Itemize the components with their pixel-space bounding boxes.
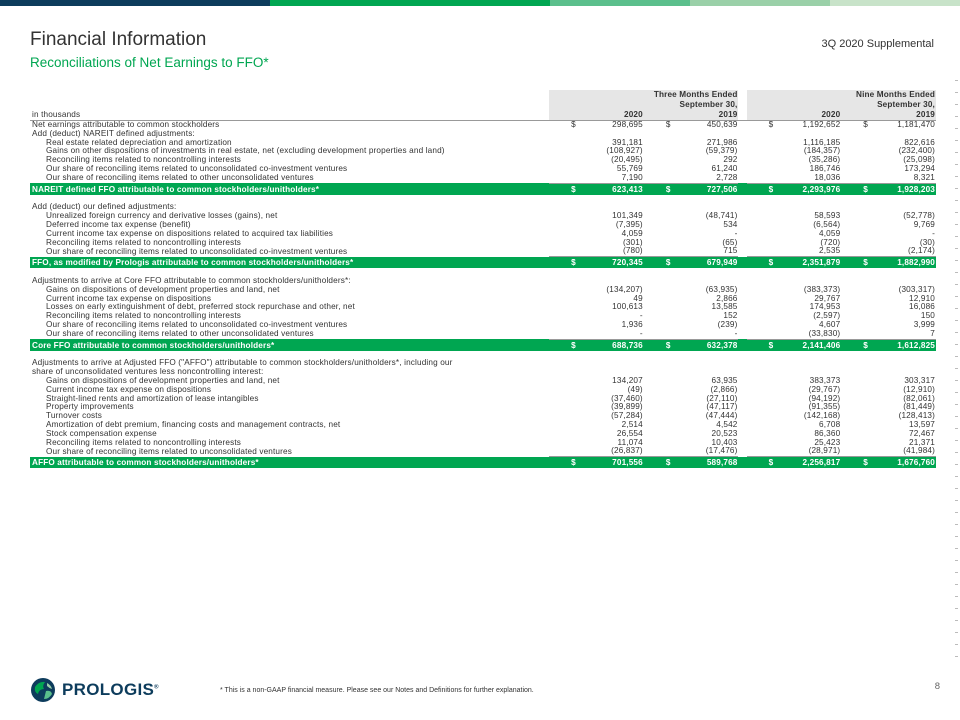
- row-label: Our share of reconciling items related to unconsolidated co-investment ventures: [46, 319, 348, 329]
- row-value: (91,355): [808, 402, 841, 412]
- currency-symbol: $: [549, 457, 573, 469]
- header-row-period: [30, 90, 936, 100]
- row-label: AFFO attributable to common stockholders/unitholders*: [30, 457, 549, 469]
- row-value: (57,284): [611, 411, 643, 421]
- row-value: 1,676,760: [866, 457, 936, 469]
- currency-symbol: $: [665, 120, 671, 129]
- row-value: 186,746: [809, 163, 841, 173]
- row-label: Stock compensation expense: [46, 428, 157, 438]
- row-value: 4,542: [716, 419, 738, 429]
- row-label: Add (deduct) our defined adjustments:: [32, 202, 177, 212]
- row-label: NAREIT defined FFO attributable to common stockholders/unitholders*: [30, 183, 549, 195]
- row-label: Gains on other dispositions of investments in real estate, net (excluding development properties and land): [46, 146, 445, 156]
- row-label: Deferred income tax expense (benefit): [46, 219, 191, 229]
- row-value: 292: [723, 155, 738, 165]
- header-row-years: [30, 110, 936, 121]
- row-value: 271,986: [706, 137, 738, 147]
- row-value: (184,357): [803, 146, 841, 156]
- footnote: * This is a non-GAAP financial measure. Please see our Notes and Definitions for further explanation.: [220, 687, 534, 694]
- currency-symbol: $: [841, 339, 865, 351]
- row-value: 16,086: [909, 302, 935, 312]
- prologis-globe-icon: [30, 677, 56, 703]
- row-value: 450,639: [706, 120, 738, 129]
- row-value: 632,378: [668, 339, 738, 351]
- row-value: 29,767: [814, 293, 841, 303]
- row-value: (301): [622, 237, 643, 247]
- row-label: Adjustments to arrive at Adjusted FFO ("AFFO") attributable to common stockholders/unitholders*, including our: [32, 358, 453, 368]
- row-value: (28,971): [771, 447, 841, 456]
- row-value: [866, 359, 936, 368]
- row-value: (65): [722, 237, 738, 247]
- row-value: 2,293,976: [771, 183, 841, 195]
- page-number: 8: [934, 681, 940, 692]
- row-value: (383,373): [803, 284, 841, 294]
- row-label: Turnover costs: [46, 411, 102, 421]
- row-value: 72,467: [909, 428, 935, 438]
- row-value: 7: [866, 330, 936, 339]
- header-nine-months: Nine Months Ended: [771, 90, 936, 100]
- row-value: -: [734, 228, 738, 238]
- row-value: [574, 359, 644, 368]
- row-value: 152: [723, 311, 738, 321]
- row-value: (232,400): [898, 146, 935, 156]
- table-row: [30, 421, 936, 430]
- row-label: FFO, as modified by Prologis attributable to common stockholders/unitholders*: [30, 257, 549, 269]
- row-value: 2,141,406: [771, 339, 841, 351]
- row-value: 1,181,470: [897, 120, 935, 129]
- table-row: [30, 447, 936, 456]
- row-value: (47,444): [705, 411, 738, 421]
- table-row: [30, 330, 936, 339]
- currency-symbol: $: [747, 183, 771, 195]
- reconciliation-table: [30, 90, 936, 468]
- row-value: 1,116,185: [803, 137, 841, 147]
- row-value: (2,866): [710, 384, 738, 394]
- row-value: -: [668, 330, 738, 339]
- row-value: 86,360: [814, 428, 841, 438]
- row-value: (39,899): [611, 402, 643, 412]
- row-value: 11,074: [617, 437, 643, 447]
- row-value: 688,736: [574, 339, 644, 351]
- row-value: 383,373: [809, 375, 841, 385]
- row-label: Our share of reconciling items related to unconsolidated co-investment ventures: [46, 163, 348, 173]
- year-header: 2019: [866, 110, 936, 121]
- currency-symbol: $: [549, 183, 573, 195]
- reconciliation-table-container: [30, 90, 936, 468]
- row-value: 1,192,652: [802, 120, 841, 129]
- row-value: (142,168): [803, 411, 841, 421]
- total-row: [30, 257, 936, 269]
- row-label: Real estate related depreciation and amortization: [46, 137, 232, 147]
- row-label: Net earnings attributable to common stockholders: [32, 120, 220, 129]
- row-value: 4,059: [819, 228, 841, 238]
- row-value: 12,910: [909, 293, 935, 303]
- header-three-months: Three Months Ended: [574, 90, 739, 100]
- row-value: (20,495): [611, 155, 643, 165]
- year-header: 2019: [668, 110, 738, 121]
- row-value: 1,612,825: [866, 339, 936, 351]
- row-label: Losses on early extinguishment of debt, preferred stock repurchase and other, net: [46, 302, 355, 312]
- row-label: Current income tax expense on dispositions: [46, 384, 212, 394]
- row-value: 8,321: [866, 174, 936, 183]
- row-value: 3,999: [913, 319, 935, 329]
- row-label: Our share of reconciling items related to unconsolidated ventures: [46, 446, 292, 456]
- row-value: 10,403: [711, 437, 738, 447]
- row-value: 727,506: [668, 183, 738, 195]
- row-value: 26,554: [616, 428, 643, 438]
- row-value: 55,769: [616, 163, 643, 173]
- header-row-date: [30, 100, 936, 110]
- document-label: 3Q 2020 Supplemental: [821, 38, 934, 50]
- row-label: Reconciling items related to noncontrolling interests: [46, 437, 241, 447]
- row-value: (134,207): [606, 284, 643, 294]
- currency-symbol: $: [768, 120, 774, 129]
- row-value: 1,882,990: [866, 257, 936, 269]
- row-value: (63,935): [705, 284, 738, 294]
- total-row: [30, 339, 936, 351]
- row-value: 679,949: [668, 257, 738, 269]
- row-value: 715: [668, 247, 738, 256]
- row-value: 61,240: [711, 163, 738, 173]
- row-label: Unrealized foreign currency and derivative losses (gains), net: [46, 211, 278, 221]
- row-value: 9,769: [913, 219, 935, 229]
- row-value: (108,927): [606, 146, 643, 156]
- row-label: Gains on dispositions of development properties and land, net: [46, 375, 280, 385]
- row-value: (37,460): [611, 393, 643, 403]
- row-value: (780): [574, 247, 644, 256]
- row-value: (6,564): [813, 219, 841, 229]
- row-label: Reconciling items related to noncontrolling interests: [46, 155, 241, 165]
- total-row: [30, 183, 936, 195]
- row-value: 58,593: [814, 211, 841, 221]
- row-label: Current income tax expense on dispositions related to acquired tax liabilities: [46, 228, 334, 238]
- row-value: 150: [920, 311, 935, 321]
- row-value: 1,936: [621, 319, 643, 329]
- row-value: [771, 359, 841, 368]
- row-value: 18,036: [771, 174, 841, 183]
- currency-symbol: $: [644, 457, 668, 469]
- row-value: (33,830): [771, 330, 841, 339]
- row-value: (2,597): [813, 311, 841, 321]
- row-value: (27,110): [706, 393, 738, 403]
- units-label: in thousands: [30, 110, 549, 121]
- row-value: 2,866: [716, 293, 738, 303]
- row-value: -: [639, 311, 643, 321]
- currency-symbol: $: [841, 183, 865, 195]
- row-value: (35,286): [808, 155, 841, 165]
- row-value: 20,523: [711, 428, 738, 438]
- row-value: 101,349: [612, 211, 643, 221]
- row-value: 21,371: [909, 437, 935, 447]
- row-value: (7,395): [615, 219, 643, 229]
- currency-symbol: $: [549, 257, 573, 269]
- row-value: (26,837): [574, 447, 644, 456]
- row-label: Our share of reconciling items related to unconsolidated co-investment ventures: [46, 246, 348, 256]
- row-value: 134,207: [612, 375, 643, 385]
- table-row: [30, 174, 936, 183]
- row-value: 2,256,817: [771, 457, 841, 469]
- table-row: [30, 395, 936, 404]
- currency-symbol: $: [644, 257, 668, 269]
- row-value: (82,061): [903, 393, 935, 403]
- row-value: 63,935: [711, 375, 738, 385]
- row-value: 100,613: [612, 302, 643, 312]
- row-label: Add (deduct) NAREIT defined adjustments:: [32, 128, 195, 138]
- table-row: [30, 439, 936, 448]
- year-header: 2020: [771, 110, 841, 121]
- row-value: (17,476): [668, 447, 738, 456]
- prologis-logo: [30, 677, 159, 703]
- row-value: 2,535: [771, 247, 841, 256]
- row-value: 25,423: [814, 437, 841, 447]
- row-value: (41,984): [866, 447, 936, 456]
- row-value: (81,449): [903, 402, 935, 412]
- row-value: (59,379): [705, 146, 738, 156]
- row-value: 589,768: [668, 457, 738, 469]
- header-nine-months-date: September 30,: [771, 100, 936, 110]
- currency-symbol: $: [863, 120, 868, 129]
- row-value: (25,098): [903, 155, 935, 165]
- row-value: 822,616: [904, 137, 935, 147]
- row-value: 1,928,203: [866, 183, 936, 195]
- row-value: (52,778): [903, 211, 935, 221]
- currency-symbol: $: [747, 457, 771, 469]
- row-label: Reconciling items related to noncontrolling interests: [46, 311, 241, 321]
- row-value: (29,767): [808, 384, 841, 394]
- row-value: [668, 359, 738, 368]
- row-value: 13,597: [909, 419, 935, 429]
- total-row: [30, 457, 936, 469]
- row-value: 534: [723, 219, 738, 229]
- row-value: (239): [717, 319, 738, 329]
- row-value: 623,413: [574, 183, 644, 195]
- currency-symbol: $: [549, 339, 573, 351]
- currency-symbol: $: [747, 339, 771, 351]
- row-value: 13,585: [711, 302, 738, 312]
- header-three-months-date: September 30,: [574, 100, 739, 110]
- edge-dots-decoration: [955, 80, 958, 660]
- row-value: (47,117): [706, 402, 738, 412]
- row-value: 298,695: [612, 120, 643, 129]
- row-value: 2,514: [621, 419, 643, 429]
- currency-symbol: $: [571, 120, 576, 129]
- row-label: share of unconsolidated ventures less noncontrolling interest:: [32, 367, 264, 377]
- table-row: [30, 403, 936, 412]
- row-value: (128,413): [898, 411, 935, 421]
- row-label: Straight-lined rents and amortization of lease intangibles: [46, 393, 259, 403]
- row-value: 49: [633, 293, 643, 303]
- currency-symbol: $: [747, 257, 771, 269]
- row-value: 7,190: [574, 174, 644, 183]
- row-value: 2,728: [668, 174, 738, 183]
- currency-symbol: $: [841, 457, 865, 469]
- currency-symbol: $: [841, 257, 865, 269]
- row-label: Our share of reconciling items related to other unconsolidated ventures: [46, 329, 314, 339]
- logo-wordmark: PROLOGIS®: [62, 680, 159, 699]
- row-value: 6,708: [819, 419, 841, 429]
- row-value: (49): [627, 384, 643, 394]
- row-value: 701,556: [574, 457, 644, 469]
- page-title: Financial Information: [30, 29, 207, 50]
- row-value: 173,294: [904, 163, 935, 173]
- row-label: Core FFO attributable to common stockholders/unitholders*: [30, 339, 549, 351]
- row-value: 174,953: [809, 302, 841, 312]
- row-label: Adjustments to arrive at Core FFO attributable to common stockholders/unitholders*:: [32, 275, 351, 285]
- row-value: (30): [919, 237, 935, 247]
- row-value: (12,910): [903, 384, 935, 394]
- row-value: 720,345: [574, 257, 644, 269]
- row-value: (48,741): [705, 211, 738, 221]
- currency-symbol: $: [644, 339, 668, 351]
- row-value: 391,181: [612, 137, 643, 147]
- row-value: (2,174): [866, 247, 936, 256]
- row-label: Property improvements: [46, 402, 134, 412]
- row-value: 303,317: [904, 375, 935, 385]
- row-value: (94,192): [808, 393, 841, 403]
- row-label: Current income tax expense on dispositions: [46, 293, 212, 303]
- row-value: (720): [820, 237, 841, 247]
- row-label: Amortization of debt premium, financing costs and management contracts, net: [46, 419, 341, 429]
- row-value: 4,059: [621, 228, 643, 238]
- row-value: 2,351,879: [771, 257, 841, 269]
- row-label: Reconciling items related to noncontrolling interests: [46, 237, 241, 247]
- table-row: [30, 247, 936, 256]
- row-value: (303,317): [898, 284, 935, 294]
- currency-symbol: $: [644, 183, 668, 195]
- row-label: Our share of reconciling items related to other unconsolidated ventures: [46, 173, 314, 183]
- row-value: -: [932, 228, 935, 238]
- year-header: 2020: [574, 110, 644, 121]
- top-color-bar: [0, 0, 960, 6]
- row-value: -: [574, 330, 644, 339]
- row-label: Gains on dispositions of development properties and land, net: [46, 284, 280, 294]
- row-value: 4,607: [819, 319, 841, 329]
- page-subtitle: Reconciliations of Net Earnings to FFO*: [30, 55, 269, 70]
